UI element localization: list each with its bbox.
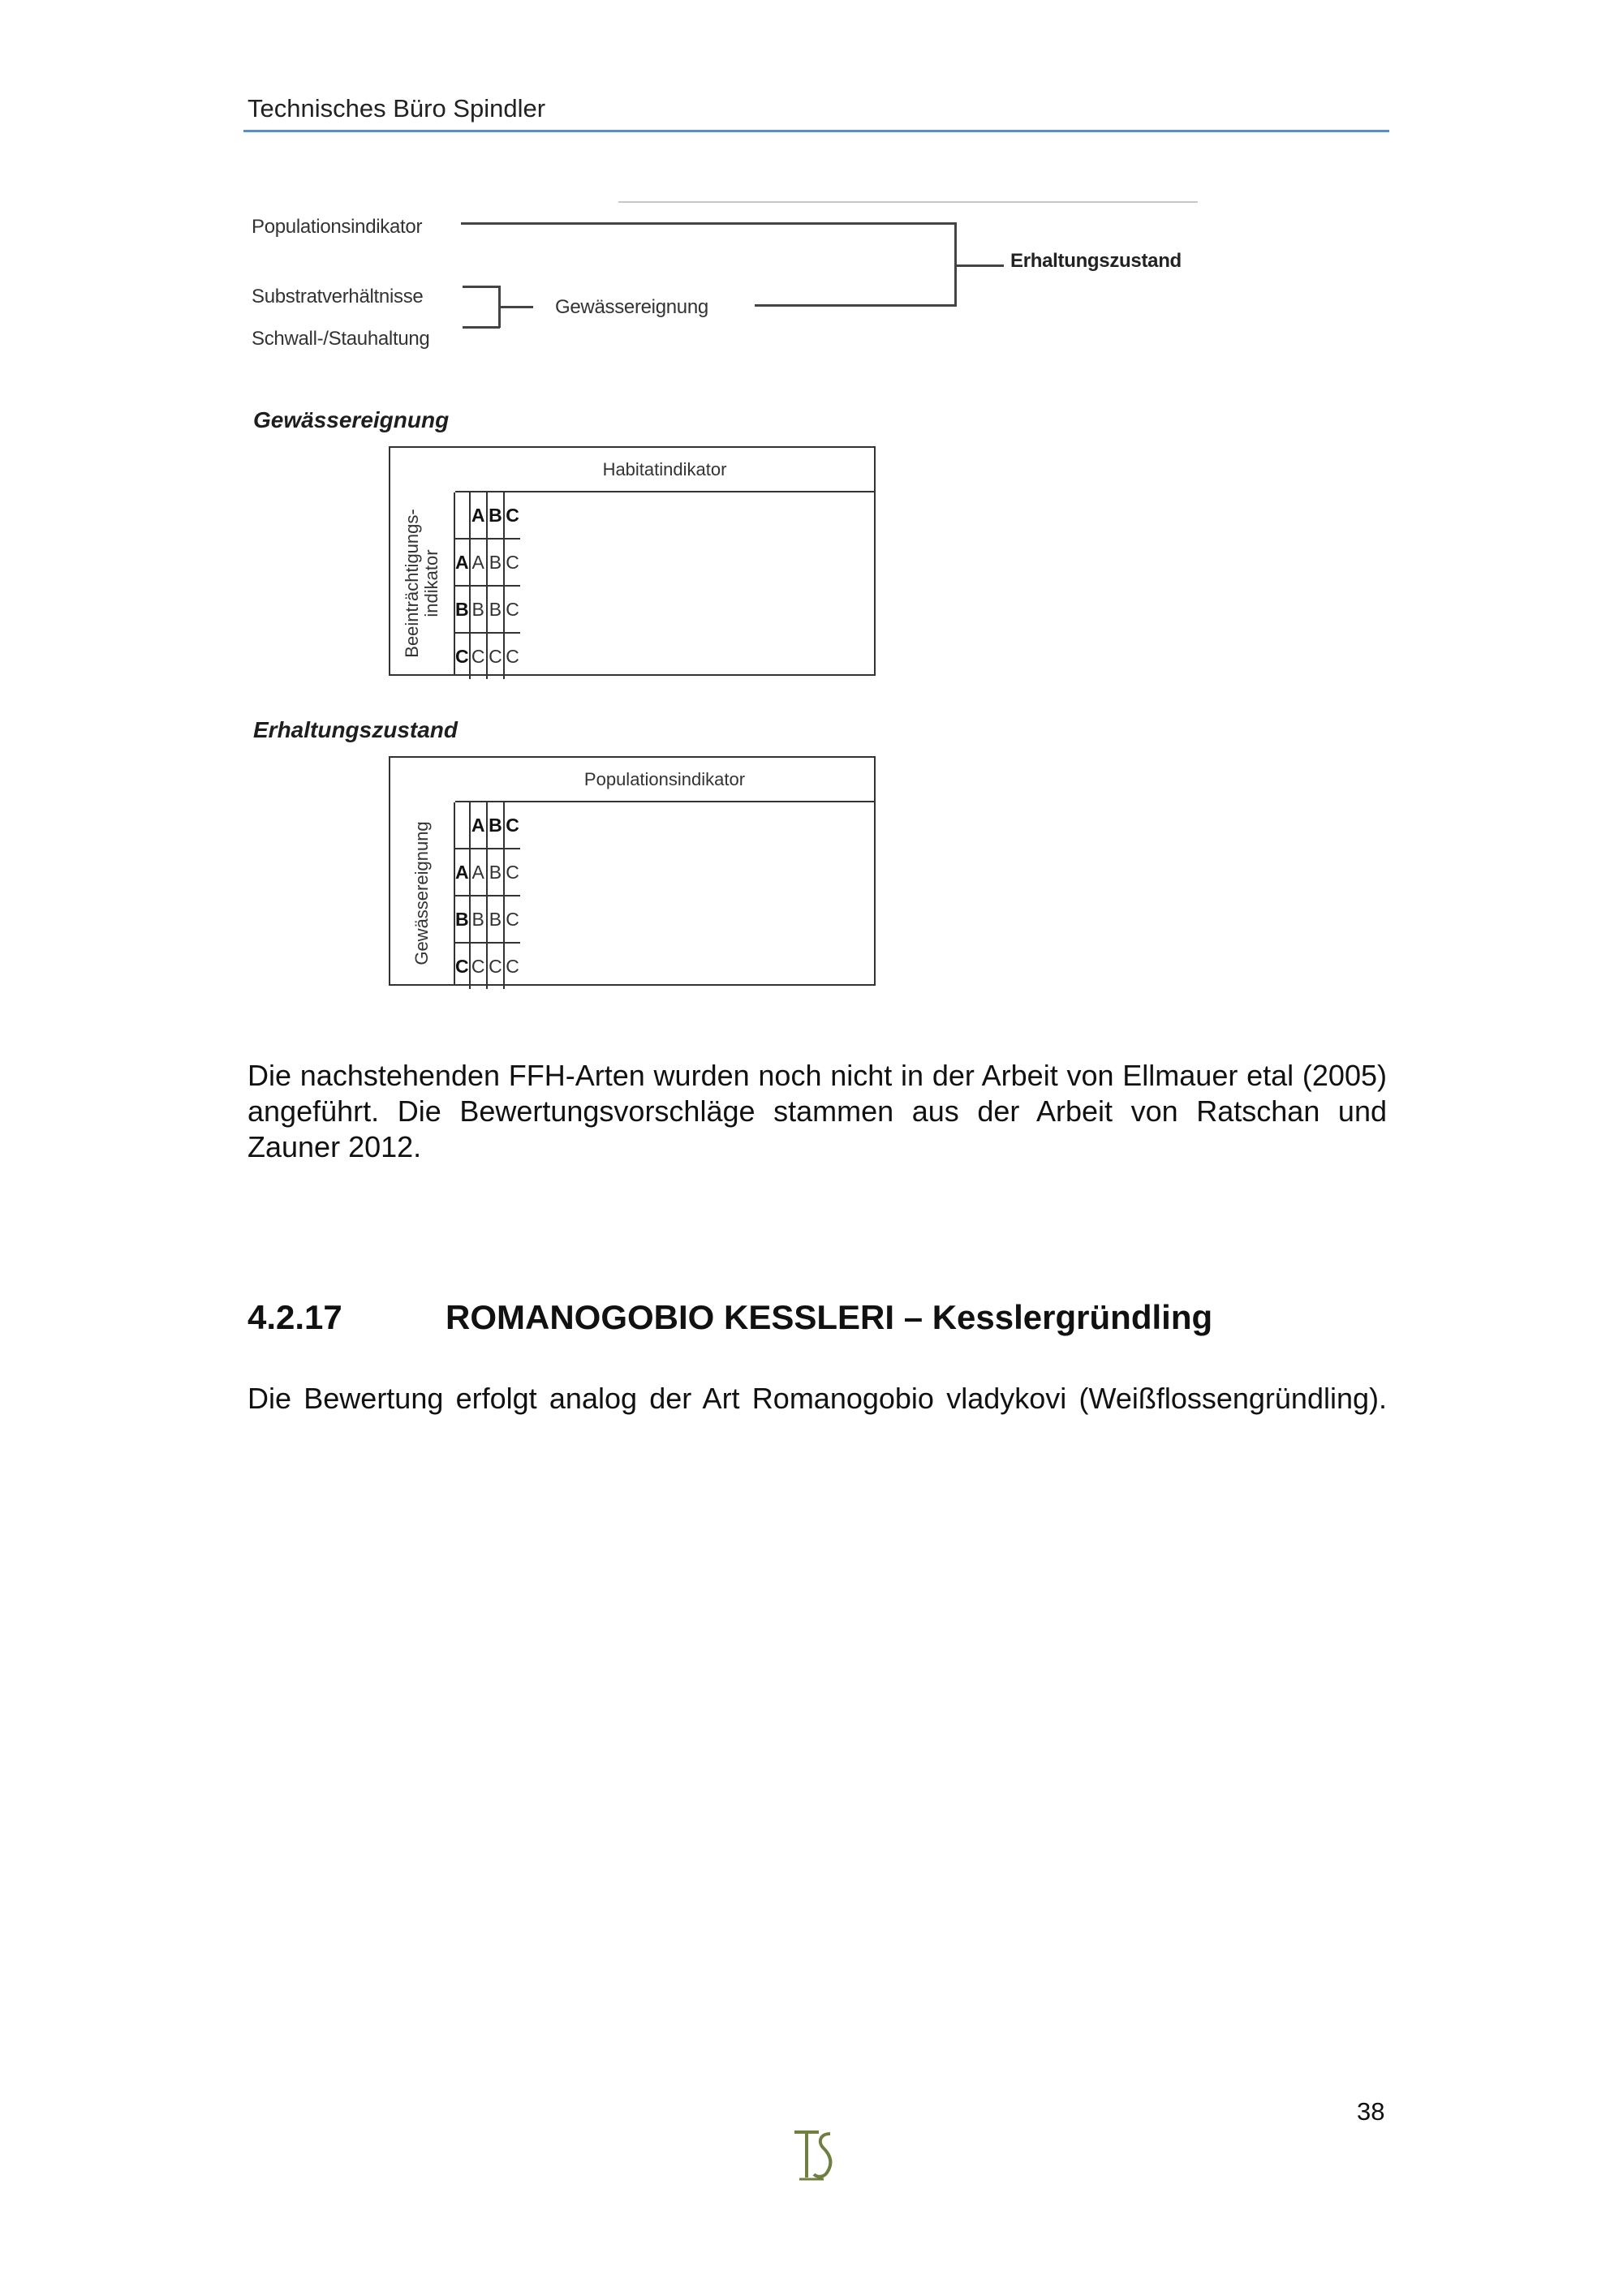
matrix-grid (455, 492, 520, 679)
matrix-cell: A (470, 539, 487, 586)
matrix-cell: C (504, 586, 520, 633)
section-heading (248, 1298, 1212, 1337)
matrix-cell: C (504, 943, 520, 989)
matrix-cell: B (470, 586, 487, 633)
matrix-row-header-text: Beeinträchtigungs- indikator (402, 509, 441, 658)
row-label: B (455, 896, 470, 943)
matrix-cell: B (470, 896, 487, 943)
column-label: B (487, 492, 504, 539)
diagram-top-faint-rule (618, 201, 1198, 203)
matrix-cell: C (470, 633, 487, 679)
bracket-top (463, 286, 500, 288)
label-schwall-stauhaltung: Schwall-/Stauhaltung (252, 328, 430, 350)
matrix-cell: C (487, 943, 504, 989)
bracket-bottom (463, 326, 500, 329)
connector-vertical-right (954, 222, 957, 307)
bracket-vertical (498, 286, 501, 328)
section-title: ROMANOGOBIO KESSLERI – Kesslergründling (446, 1298, 1213, 1336)
connector-gewaesser-right (755, 304, 956, 307)
matrix-row-header (390, 492, 455, 674)
column-label: C (504, 492, 520, 539)
matrix-cell: C (470, 943, 487, 989)
row-label: B (455, 586, 470, 633)
matrix-cell: C (504, 896, 520, 943)
label-substratverhaeltnisse: Substratverhältnisse (252, 286, 424, 307)
page-number: 38 (1357, 2097, 1385, 2126)
row-label: C (455, 943, 470, 989)
matrix-column-header: Habitatindikator (455, 448, 874, 492)
matrix-cell: B (487, 539, 504, 586)
section-paragraph: Die Bewertung erfolgt analog der Art Romanogobio vladykovi (Weißflossengründling). (248, 1382, 1387, 1415)
column-label: C (504, 802, 520, 849)
matrix-gewaessereignung (389, 446, 876, 676)
row-label: C (455, 633, 470, 679)
ts-logo-icon (791, 2126, 843, 2184)
matrix-title-erhaltungszustand: Erhaltungszustand (253, 717, 458, 742)
column-label: A (470, 492, 487, 539)
row-label: A (455, 849, 470, 896)
label-gewaessereignung: Gewässereignung (555, 296, 708, 318)
matrix-row-header (390, 802, 455, 984)
matrix-cell: A (470, 849, 487, 896)
matrix-cell: C (504, 633, 520, 679)
matrix-cell: B (487, 586, 504, 633)
label-erhaltungszustand: Erhaltungszustand (1010, 250, 1182, 272)
section-paragraph-line1 (248, 1381, 1387, 1417)
connector-population (461, 222, 956, 225)
connector-to-erhaltung (957, 264, 1004, 267)
label-populationsindikator: Populationsindikator (252, 216, 423, 238)
matrix-row-header-text: Gewässereignung (411, 821, 432, 965)
section-number: 4.2.17 (248, 1298, 342, 1336)
running-header: Technisches Büro Spindler (248, 94, 546, 123)
matrix-cell: B (487, 896, 504, 943)
company-logo (791, 2126, 843, 2188)
matrix-cell: B (487, 849, 504, 896)
column-label: A (470, 802, 487, 849)
column-label: B (487, 802, 504, 849)
matrix-title-gewaessereignung: Gewässereignung (253, 407, 450, 432)
intro-paragraph: Die nachstehenden FFH-Arten wurden noch nicht in der Arbeit von Ellmauer etal (2005) angeführt. Die Bewertungsvorschläge stammen aus der Arbeit von Ratschan und Zauner 2012. (248, 1059, 1387, 1163)
matrix-grid (455, 802, 520, 989)
matrix-column-header: Populationsindikator (455, 758, 874, 802)
row-label: A (455, 539, 470, 586)
header-divider (243, 130, 1389, 132)
matrix-cell: C (487, 633, 504, 679)
bracket-to-gewaesser (501, 306, 533, 308)
matrix-cell: C (504, 849, 520, 896)
matrix-cell: C (504, 539, 520, 586)
matrix-erhaltungszustand (389, 756, 876, 986)
